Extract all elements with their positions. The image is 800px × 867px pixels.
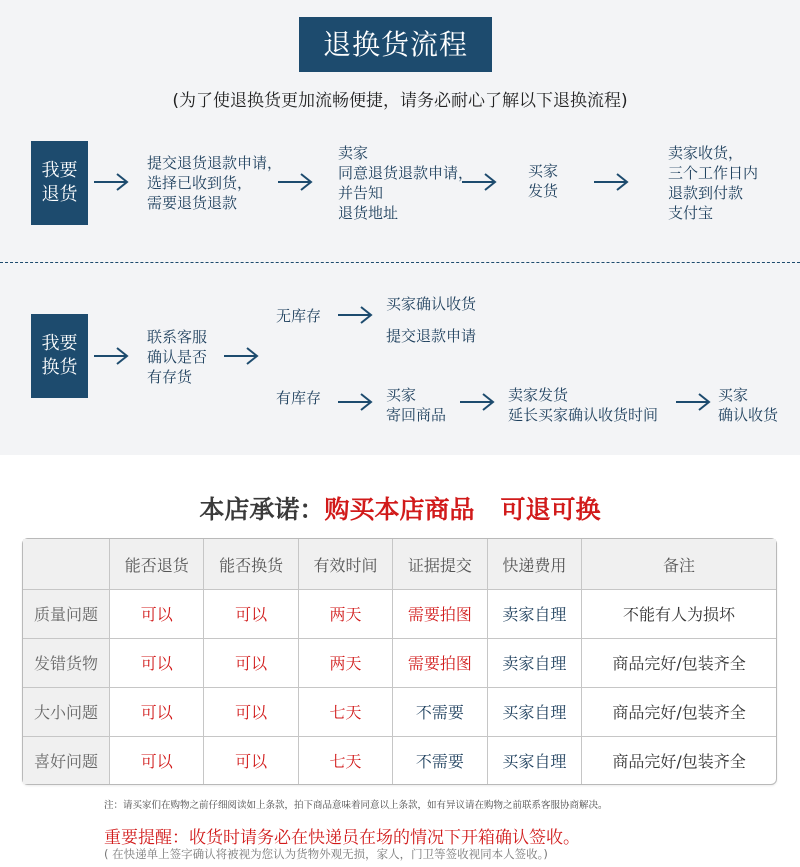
table-cell: 商品完好/包装齐全: [582, 736, 776, 784]
table-cell: 可以: [204, 736, 298, 784]
table-cell: 七天: [298, 736, 392, 784]
arrow-right-icon: [92, 345, 130, 367]
table-row: [23, 736, 776, 784]
in-stock-confirm-receipt: 买家 确认收货: [718, 386, 779, 424]
table-cell: 可以: [110, 736, 204, 784]
table-cell: 商品完好/包装齐全: [582, 638, 776, 687]
table-cell: 两天: [298, 590, 392, 639]
table-cell: 可以: [110, 638, 204, 687]
page-subtitle: (为了使退换货更加流畅便捷，请务必耐心了解以下退换流程): [172, 91, 628, 111]
table-header: 能否换货: [204, 539, 298, 590]
arrow-right-icon: [336, 304, 374, 326]
in-stock-return-goods: 买家 寄回商品: [386, 386, 447, 424]
section-divider: [0, 262, 800, 263]
table-header-corner: [23, 539, 110, 590]
row-header: 发错货物: [23, 638, 110, 687]
arrow-right-icon: [336, 391, 374, 413]
arrow-right-icon: [460, 171, 498, 193]
reminder-detail: ( 在快递单上签字确认将被视为您认为货物外观无损，家人，门卫等签收视同本人签收。): [104, 847, 548, 861]
return-start-label: 我要 退货: [41, 160, 78, 205]
table-cell: 不能有人为损坏: [582, 590, 776, 639]
row-header: 大小问题: [23, 687, 110, 736]
table-cell: 两天: [298, 638, 392, 687]
table-cell: 卖家自理: [487, 638, 581, 687]
important-reminder: 重要提醒：收货时请务必在快递员在场的情况下开箱确认签收。: [104, 828, 580, 848]
store-promise: [0, 490, 800, 526]
table-cell: 可以: [110, 687, 204, 736]
table-header: 能否退货: [110, 539, 204, 590]
table-cell: 商品完好/包装齐全: [582, 687, 776, 736]
in-stock-label: 有库存: [276, 389, 322, 407]
arrow-right-icon: [92, 171, 130, 193]
terms-note: 注：请买家们在购物之前仔细阅读如上条款，拍下商品意味着同意以上条款，如有异议请在购物之前联系客服协商解决。: [104, 800, 608, 811]
page-title: 退换货流程: [299, 17, 492, 72]
promise-label: 本店承诺：: [199, 495, 325, 524]
table-cell: 卖家自理: [487, 590, 581, 639]
table-cell: 可以: [204, 638, 298, 687]
table-cell: 需要拍图: [393, 638, 487, 687]
table-cell: 可以: [204, 687, 298, 736]
table-cell: 可以: [110, 590, 204, 639]
table-row: [23, 590, 776, 639]
table-row: [23, 687, 776, 736]
policy-table: [22, 538, 777, 785]
return-step-apply: 提交退货退款申请， 选择已收到货， 需要退货退款: [147, 154, 283, 212]
arrow-right-icon: [276, 171, 314, 193]
arrow-right-icon: [592, 171, 630, 193]
table-cell: 不需要: [393, 736, 487, 784]
table-row: [23, 638, 776, 687]
table-cell: 需要拍图: [393, 590, 487, 639]
in-stock-seller-ship: 卖家发货 延长买家确认收货时间: [508, 386, 659, 424]
arrow-right-icon: [222, 345, 260, 367]
return-step-seller-agree: 卖家 同意退货退款申请， 并告知 退货地址: [338, 144, 474, 222]
exchange-start-label: 我要 换货: [41, 333, 78, 378]
no-stock-label: 无库存: [276, 307, 322, 325]
promise-text: 购买本店商品 可退可换: [324, 495, 601, 524]
table-header: 证据提交: [393, 539, 487, 590]
return-step-refund: 卖家收货， 三个工作日内 退款到付款 支付宝: [668, 144, 759, 222]
return-start-box: [31, 141, 88, 225]
table-cell: 可以: [204, 590, 298, 639]
table-header-row: [23, 539, 776, 590]
exchange-step-check-stock: 联系客服 确认是否 有存货: [147, 328, 208, 386]
table-cell: 买家自理: [487, 736, 581, 784]
row-header: 喜好问题: [23, 736, 110, 784]
return-step-buyer-ship: 买家 发货: [528, 162, 559, 200]
no-stock-confirm-receipt: 买家确认收货: [386, 295, 477, 313]
table-cell: 买家自理: [487, 687, 581, 736]
arrow-right-icon: [458, 391, 496, 413]
table-header: 有效时间: [298, 539, 392, 590]
row-header: 质量问题: [23, 590, 110, 639]
exchange-start-box: [31, 314, 88, 398]
table-header: 备注: [582, 539, 776, 590]
arrow-right-icon: [674, 391, 712, 413]
table-cell: 不需要: [393, 687, 487, 736]
table-cell: 七天: [298, 687, 392, 736]
no-stock-refund-request: 提交退款申请: [386, 327, 477, 345]
table-header: 快递费用: [487, 539, 581, 590]
